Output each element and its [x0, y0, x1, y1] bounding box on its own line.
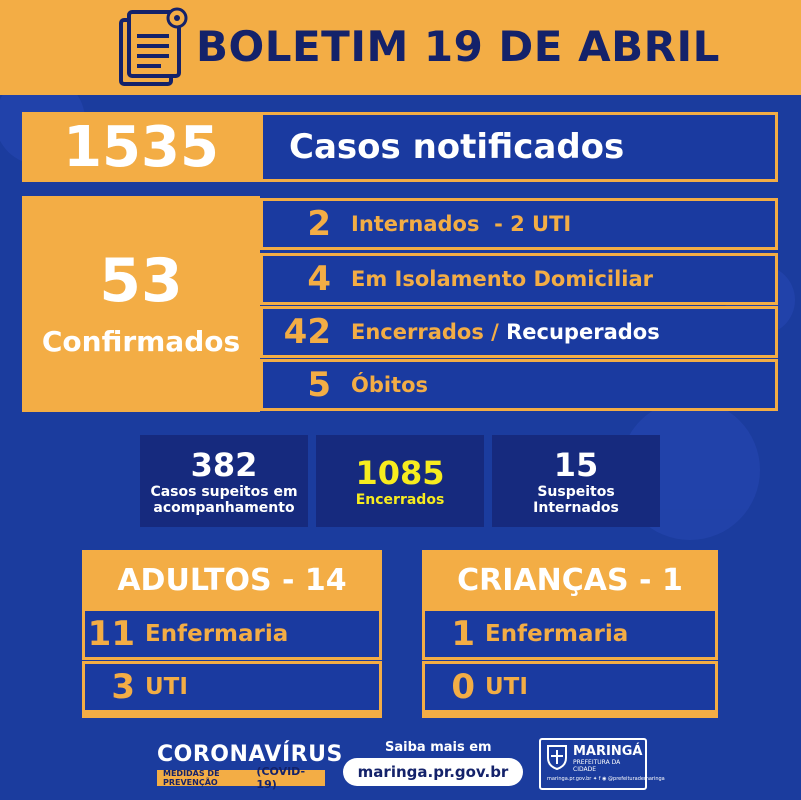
campaign-title: CORONAVÍRUS — [157, 742, 343, 767]
campaign-tag: (COVID-19) — [256, 765, 306, 791]
campaign-subtitle-bar — [157, 765, 325, 791]
document-virus-icon — [117, 6, 191, 90]
footer — [0, 732, 801, 800]
row-label: Internados - 2 UTI — [351, 212, 572, 236]
row-value: 4 — [307, 259, 331, 299]
row-label-recuperados: Recuperados — [506, 320, 660, 344]
stat-value: 382 — [190, 446, 258, 484]
header-banner — [0, 0, 801, 95]
confirmed-row-internados — [260, 198, 778, 250]
confirmed-row-isolamento — [260, 253, 778, 305]
confirmed-count: 53 — [99, 246, 183, 316]
row-label: Óbitos — [351, 373, 429, 397]
children-title: CRIANÇAS - 1 — [422, 550, 718, 610]
campaign-subtitle: MEDIDAS DE PREVENÇÃO — [163, 769, 220, 787]
notified-label-box — [260, 112, 778, 182]
city-subtitle: PREFEITURA DA CIDADE — [573, 759, 621, 773]
stat-label-line1: Casos supeitos em — [150, 484, 298, 500]
stat-suspeitos-acompanhamento — [140, 435, 308, 527]
notified-label: Casos notificados — [289, 127, 625, 167]
children-row-uti — [422, 661, 718, 713]
adults-title: ADULTOS - 14 — [82, 550, 382, 610]
stat-label-line1: Suspeitos — [537, 484, 615, 500]
row-value: 5 — [307, 365, 331, 405]
children-bottom-bar — [422, 710, 718, 718]
row-value: 42 — [283, 312, 331, 352]
row-value: 11 — [87, 614, 135, 654]
city-logo-box — [539, 738, 665, 790]
stat-label-line2: acompanhamento — [153, 500, 295, 516]
website-link[interactable]: maringa.pr.gov.br — [343, 758, 523, 786]
saiba-mais-label: Saiba mais em — [385, 740, 492, 755]
stat-suspeitos-internados — [492, 435, 660, 527]
city-name: MARINGÁ — [573, 744, 643, 759]
stat-label-line1: Encerrados — [355, 492, 445, 508]
row-label: Enfermaria — [485, 621, 629, 647]
stat-value: 15 — [553, 446, 599, 484]
row-label: Enfermaria — [145, 621, 289, 647]
row-label: UTI — [485, 674, 528, 700]
row-label: Em Isolamento Domiciliar — [351, 267, 654, 291]
row-value: 3 — [111, 667, 135, 707]
bulletin-title: BOLETIM 19 DE ABRIL — [196, 22, 720, 71]
confirmed-label: Confirmados — [41, 325, 241, 358]
confirmed-row-encerrados — [260, 306, 778, 358]
adults-row-uti — [82, 661, 382, 713]
row-value: 2 — [307, 204, 331, 244]
row-value: 1 — [451, 614, 475, 654]
confirmed-box — [22, 196, 260, 412]
row-value: 0 — [451, 667, 475, 707]
city-crest-icon — [546, 744, 568, 770]
adults-row-enfermaria — [82, 608, 382, 660]
adults-bottom-bar — [82, 710, 382, 718]
stat-encerrados — [316, 435, 484, 527]
stat-label-line2: Internados — [533, 500, 619, 516]
stat-value: 1085 — [355, 454, 445, 492]
row-label-wrapper — [351, 320, 660, 344]
city-social-links: maringa.pr.gov.br ✦ f ◉ @prefeiturademaringa — [547, 776, 665, 782]
row-label: UTI — [145, 674, 188, 700]
confirmed-row-obitos — [260, 359, 778, 411]
row-label: Encerrados / — [351, 320, 507, 344]
notified-count: 1535 — [22, 112, 260, 182]
children-row-enfermaria — [422, 608, 718, 660]
